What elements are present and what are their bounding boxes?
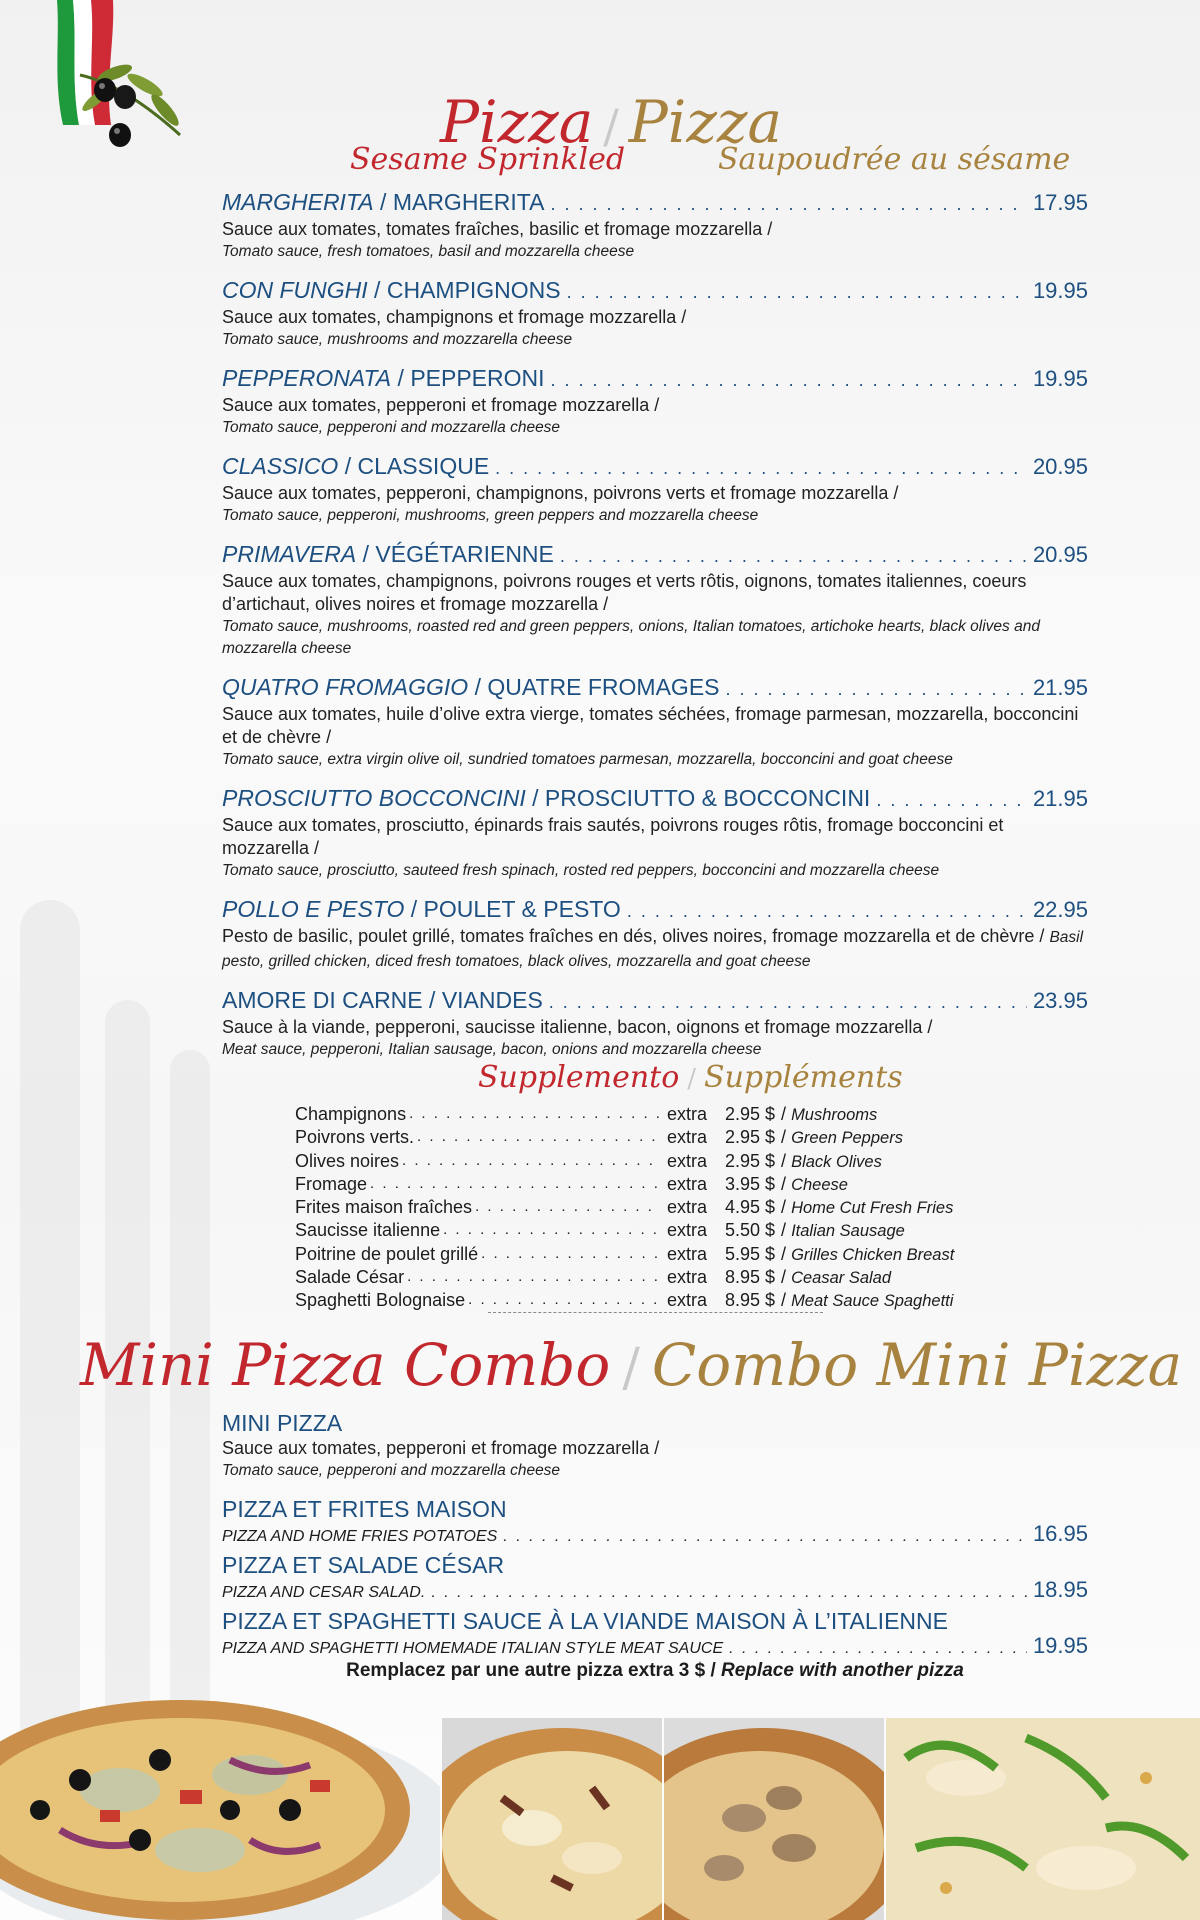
supplement-name-english: Meat Sauce Spaghetti (791, 1292, 954, 1311)
pizza-menu-list (222, 188, 1088, 1074)
item-name-italian: PROSCIUTTO BOCCONCINI (222, 785, 526, 811)
supplement-name-french: Saucisse italienne (295, 1220, 441, 1241)
combo-item-subtitle: PIZZA AND CESAR SALAD. (222, 1584, 426, 1601)
item-description-french: Sauce aux tomates, champignons et fromage mozzarella / (222, 307, 687, 327)
title-separator: / (687, 1064, 697, 1094)
item-description-french: Sauce aux tomates, champignons, poivrons rouges et verts rôtis, oignons, tomates italiennes, coeurs d’artichaut, olives noires et fromage mozzarella / (222, 571, 1027, 614)
item-name-italian: CLASSICO (222, 453, 339, 479)
item-name-french: PEPPERONI (410, 365, 545, 391)
dot-leader (417, 1126, 659, 1148)
combo-title-french: Combo Mini Pizza (651, 1331, 1183, 1399)
dot-leader (549, 988, 1027, 1016)
dot-leader (475, 1196, 659, 1218)
dot-leader (409, 1103, 659, 1125)
menu-item-primavera: PRIMAVERA / VÉGÉTARIENNE . . . 20.95 Sauce aux tomates, champignons, poivrons rouges et verts rôtis, oignons, tomates italiennes, coeurs d’artichaut, olives noires et fromage mozzarella / Tomato sauce, mushrooms, roasted red and green peppers, onions, Italian tomatoes, artichoke hearts, black olives and mozzarella cheese (222, 540, 1088, 660)
title-italian: Pizza (440, 88, 594, 156)
item-description-french: Sauce aux tomates, prosciutto, épinards frais sautés, poivrons rouges rôtis, fromage bocconcini et mozzarella / (222, 815, 1004, 858)
item-description-english: Tomato sauce, extra virgin olive oil, sundried tomatoes parmesan, mozzarella, bocconcini and goat cheese (222, 751, 953, 768)
dot-leader (407, 1266, 659, 1288)
combo-item-price: 19.95 (1032, 1633, 1088, 1658)
item-description-french: Sauce à la viande, pepperoni, saucisse italienne, bacon, oignons et fromage mozzarella / (222, 1017, 933, 1037)
supplements-list (295, 1103, 1015, 1313)
supplement-name-english: Black Olives (791, 1152, 882, 1171)
supplement-name-english: Home Cut Fresh Fries (791, 1199, 954, 1218)
supplement-name-english: Italian Sausage (791, 1222, 905, 1241)
supplement-row: Poitrine de poulet grillé . . . extra 5.95 $ / Grilles Chicken Breast (295, 1243, 1015, 1266)
supplement-name-french: Champignons (295, 1104, 407, 1124)
supplement-name-english: Green Peppers (791, 1129, 903, 1148)
supplement-price: 4.95 $ (725, 1197, 776, 1218)
item-description-english: Basil pesto, grilled chicken, diced fresh tomatoes, black olives, mozzarella and goat cheese (222, 929, 1084, 970)
supplement-name-english: Ceasar Salad (791, 1269, 892, 1288)
title-separator: / (603, 99, 619, 153)
dot-leader (567, 278, 1027, 306)
supplement-price: 3.95 $ (725, 1173, 776, 1194)
item-name-italian: QUATRO FROMAGGIO (222, 674, 469, 700)
menu-item-amore-di-carne: AMORE DI CARNE / VIANDES . . . 23.95 Sauce à la viande, pepperoni, saucisse italienne, bacon, oignons et fromage mozzarella / Meat sauce, pepperoni, Italian sausage, bacon, onions and mozzarella cheese (222, 986, 1088, 1061)
title-french: Pizza (628, 88, 783, 156)
extra-label: extra (667, 1220, 708, 1241)
item-description-english: Tomato sauce, mushrooms, roasted red and green peppers, onions, Italian tomatoes, artichoke hearts, black olives and mozzarella cheese (222, 618, 1040, 657)
combo-list (222, 1410, 1088, 1660)
supplement-row: Spaghetti Bolognaise . . . extra 8.95 $ / Meat Sauce Spaghetti (295, 1289, 1015, 1312)
supplement-price: 8.95 $ (725, 1290, 776, 1311)
menu-item-pollo-e-pesto: POLLO E PESTO / POULET & PESTO . . . 22.95 Pesto de basilic, poulet grillé, tomates fraîches en dés, olives noires, fromage mozzarella et de chèvre / Basil pesto, grilled chicken, diced fresh tomatoes, black olives, mozzarella and goat cheese (222, 895, 1088, 973)
item-description-french: Pesto de basilic, poulet grillé, tomates fraîches en dés, olives noires, fromage mozzarella et de chèvre / (222, 926, 1045, 946)
menu-item-con-funghi: CON FUNGHI / CHAMPIGNONS . . . 19.95 Sauce aux tomates, champignons et fromage mozzarella / Tomato sauce, mushrooms and mozzarella cheese (222, 276, 1088, 351)
menu-item-pepperonata: PEPPERONATA / PEPPERONI . . . 19.95 Sauce aux tomates, pepperoni et fromage mozzarella / Tomato sauce, pepperoni and mozzarella cheese (222, 364, 1088, 439)
supplements-title-french: Suppléments (704, 1060, 903, 1095)
combo-item-price: 16.95 (1032, 1521, 1088, 1546)
item-name-french: PROSCIUTTO & BOCCONCINI (544, 785, 871, 811)
dot-leader (550, 190, 1026, 218)
item-description-english: Tomato sauce, pepperoni and mozzarella cheese (222, 1462, 561, 1479)
supplement-name-english: Grilles Chicken Breast (791, 1245, 955, 1264)
item-description-french: Sauce aux tomates, pepperoni, champignons, poivrons verts et fromage mozzarella / (222, 483, 899, 503)
item-price: 23.95 (1032, 988, 1088, 1013)
dot-leader (560, 542, 1027, 570)
item-price: 19.95 (1032, 366, 1088, 391)
combo-title (80, 1330, 1183, 1403)
item-name-italian: PEPPERONATA (222, 365, 392, 391)
item-description-english: Tomato sauce, mushrooms and mozzarella cheese (222, 331, 573, 348)
subtitle-french: Saupoudrée au sésame (718, 142, 1071, 177)
pizza-photo-bocconcini (442, 1718, 662, 1920)
supplement-name-french: Spaghetti Bolognaise (295, 1290, 466, 1311)
item-name-french: VIANDES (441, 987, 543, 1013)
supplement-row: Saucisse italienne . . . extra 5.50 $ / Italian Sausage (295, 1219, 1015, 1242)
dot-leader (503, 1526, 1027, 1548)
item-name-french: MARGHERITA (392, 189, 545, 215)
item-description-english: Tomato sauce, fresh tomatoes, basil and mozzarella cheese (222, 243, 635, 260)
combo-item-title: PIZZA ET FRITES MAISON (222, 1496, 507, 1522)
supplement-price: 2.95 $ (725, 1127, 776, 1148)
menu-item-quatro-fromaggio: QUATRO FROMAGGIO / QUATRE FROMAGES . . . 21.95 Sauce aux tomates, huile d’olive extra vierge, tomates séchées, fromage parmesan, mozzarella, bocconcini et de chèvre / Tomato sauce, extra virgin olive oil, sundried tomatoes parmesan, mozzarella, bocconcini and goat cheese (222, 673, 1088, 771)
menu-item-prosciutto-bocconcini: PROSCIUTTO BOCCONCINI / PROSCIUTTO & BOCCONCINI . . . 21.95 Sauce aux tomates, prosciutto, épinards frais sautés, poivrons rouges rôtis, fromage bocconcini et mozzarella / Tomato sauce, prosciutto, sauteed fresh spinach, rosted red peppers, bocconcini and mozzarella cheese (222, 784, 1088, 882)
dot-leader (370, 1173, 659, 1195)
extra-label: extra (667, 1173, 708, 1194)
combo-item-subtitle: PIZZA AND SPAGHETTI HOMEMADE ITALIAN STYLE MEAT SAUCE (222, 1640, 724, 1657)
dot-leader (481, 1243, 659, 1265)
supplement-price: 2.95 $ (725, 1150, 776, 1171)
combo-title-english: Mini Pizza Combo (80, 1331, 611, 1399)
extra-label: extra (667, 1127, 708, 1148)
combo-item (222, 1552, 1088, 1604)
combo-item-price: 18.95 (1032, 1577, 1088, 1602)
item-price: 20.95 (1032, 454, 1088, 479)
extra-label: extra (667, 1150, 708, 1171)
extra-label: extra (667, 1243, 708, 1264)
item-price: 17.95 (1032, 190, 1088, 215)
extra-label: extra (667, 1267, 708, 1288)
supplement-name-french: Olives noires (295, 1150, 400, 1171)
item-price: 22.95 (1032, 897, 1088, 922)
dot-leader (876, 786, 1027, 814)
item-price: 20.95 (1032, 542, 1088, 567)
olive-branch-icon (75, 55, 185, 155)
menu-item-margherita: MARGHERITA / MARGHERITA . . . 17.95 Sauce aux tomates, tomates fraîches, basilic et fromage mozzarella / Tomato sauce, fresh tomatoes, basil and mozzarella cheese (222, 188, 1088, 263)
combo-item-title: PIZZA ET SPAGHETTI SAUCE À LA VIANDE MAISON À L’ITALIENNE (222, 1608, 948, 1634)
combo-item-title: MINI PIZZA (222, 1410, 343, 1436)
supplements-title-italian: Supplemento (478, 1060, 680, 1095)
item-description-french: Sauce aux tomates, pepperoni et fromage mozzarella / (222, 1438, 660, 1458)
item-name-french: QUATRE FROMAGES (487, 674, 720, 700)
dot-leader (495, 454, 1027, 482)
item-price: 19.95 (1032, 278, 1088, 303)
title-separator: / (622, 1338, 640, 1398)
replace-note (222, 1660, 1088, 1682)
supplement-name-french: Fromage (295, 1173, 368, 1194)
supplement-price: 2.95 $ (725, 1104, 776, 1124)
item-name-italian: CON FUNGHI (222, 277, 368, 303)
dot-leader (729, 1638, 1027, 1660)
dot-leader (402, 1150, 659, 1172)
supplement-row: Champignons . . . extra 2.95 $ / Mushrooms (295, 1103, 1015, 1126)
dot-leader (627, 897, 1027, 925)
item-description-english: Tomato sauce, pepperoni, mushrooms, green peppers and mozzarella cheese (222, 507, 759, 524)
item-description-french: Sauce aux tomates, pepperoni et fromage mozzarella / (222, 395, 660, 415)
item-name-italian: POLLO E PESTO (222, 896, 405, 922)
item-name-italian: AMORE DI CARNE (222, 987, 423, 1013)
item-name-french: VÉGÉTARIENNE (375, 541, 554, 567)
extra-label: extra (667, 1290, 708, 1311)
supplement-row: Salade César . . . extra 8.95 $ / Ceasar Salad (295, 1266, 1015, 1289)
item-description-english: Meat sauce, pepperoni, Italian sausage, bacon, onions and mozzarella cheese (222, 1041, 762, 1058)
extra-label: extra (667, 1197, 708, 1218)
subtitle-english: Sesame Sprinkled (350, 142, 626, 177)
supplement-name-french: Poivrons verts. (295, 1127, 415, 1148)
supplement-price: 8.95 $ (725, 1267, 776, 1288)
supplements-title (478, 1060, 903, 1097)
item-description-english: Tomato sauce, pepperoni and mozzarella cheese (222, 419, 561, 436)
item-description (222, 925, 1088, 973)
pizza-photo-primavera (0, 1680, 440, 1920)
supplement-name-english: Mushrooms (791, 1106, 878, 1124)
supplement-name-french: Frites maison fraîches (295, 1197, 473, 1218)
supplement-row: Poivrons verts. . . . extra 2.95 $ / Green Peppers (295, 1126, 1015, 1149)
combo-item (222, 1496, 1088, 1548)
dot-leader (443, 1219, 659, 1241)
replace-note-french: Remplacez par une autre pizza extra 3 $ / (346, 1660, 722, 1681)
combo-item (222, 1608, 1088, 1660)
item-name-french: CLASSIQUE (357, 453, 490, 479)
pizza-photo-green-peppers (886, 1718, 1200, 1920)
item-name-french: CHAMPIGNONS (386, 277, 561, 303)
supplement-row: Fromage . . . extra 3.95 $ / Cheese (295, 1173, 1015, 1196)
item-description-french: Sauce aux tomates, huile d’olive extra vierge, tomates séchées, fromage parmesan, mozzarella, bocconcini et de chèvre / (222, 704, 1079, 747)
combo-item-subtitle: PIZZA AND HOME FRIES POTATOES (222, 1528, 498, 1545)
supplement-name-english: Cheese (791, 1175, 848, 1194)
supplement-row: Olives noires . . . extra 2.95 $ / Black Olives (295, 1150, 1015, 1173)
menu-item-classico: CLASSICO / CLASSIQUE . . . 20.95 Sauce aux tomates, pepperoni, champignons, poivrons verts et fromage mozzarella / Tomato sauce, pepperoni, mushrooms, green peppers and mozzarella cheese (222, 452, 1088, 527)
combo-item-title: PIZZA ET SALADE CÉSAR (222, 1552, 505, 1578)
supplement-price: 5.95 $ (725, 1243, 776, 1264)
item-price: 21.95 (1032, 675, 1088, 700)
supplement-price: 5.50 $ (725, 1220, 776, 1241)
extra-label: extra (667, 1104, 708, 1124)
item-name-italian: MARGHERITA (222, 189, 374, 215)
replace-note-english: Replace with another pizza (721, 1660, 964, 1681)
item-name-french: POULET & PESTO (423, 896, 621, 922)
dot-leader (726, 675, 1027, 703)
dot-leader (468, 1289, 659, 1311)
supplement-name-french: Poitrine de poulet grillé (295, 1243, 479, 1264)
dot-leader (551, 366, 1027, 394)
item-price: 21.95 (1032, 786, 1088, 811)
combo-item-mini-pizza (222, 1410, 1088, 1482)
dot-leader (431, 1582, 1027, 1604)
item-name-italian: PRIMAVERA (222, 541, 357, 567)
pizza-photo-mushroom (664, 1718, 884, 1920)
item-description-english: Tomato sauce, prosciutto, sauteed fresh spinach, rosted red peppers, bocconcini and mozzarella cheese (222, 862, 940, 879)
section-divider (488, 1312, 823, 1313)
supplement-row: Frites maison fraîches . . . extra 4.95 $ / Home Cut Fresh Fries (295, 1196, 1015, 1219)
item-description-french: Sauce aux tomates, tomates fraîches, basilic et fromage mozzarella / (222, 219, 773, 239)
supplement-name-french: Salade César (295, 1267, 405, 1288)
